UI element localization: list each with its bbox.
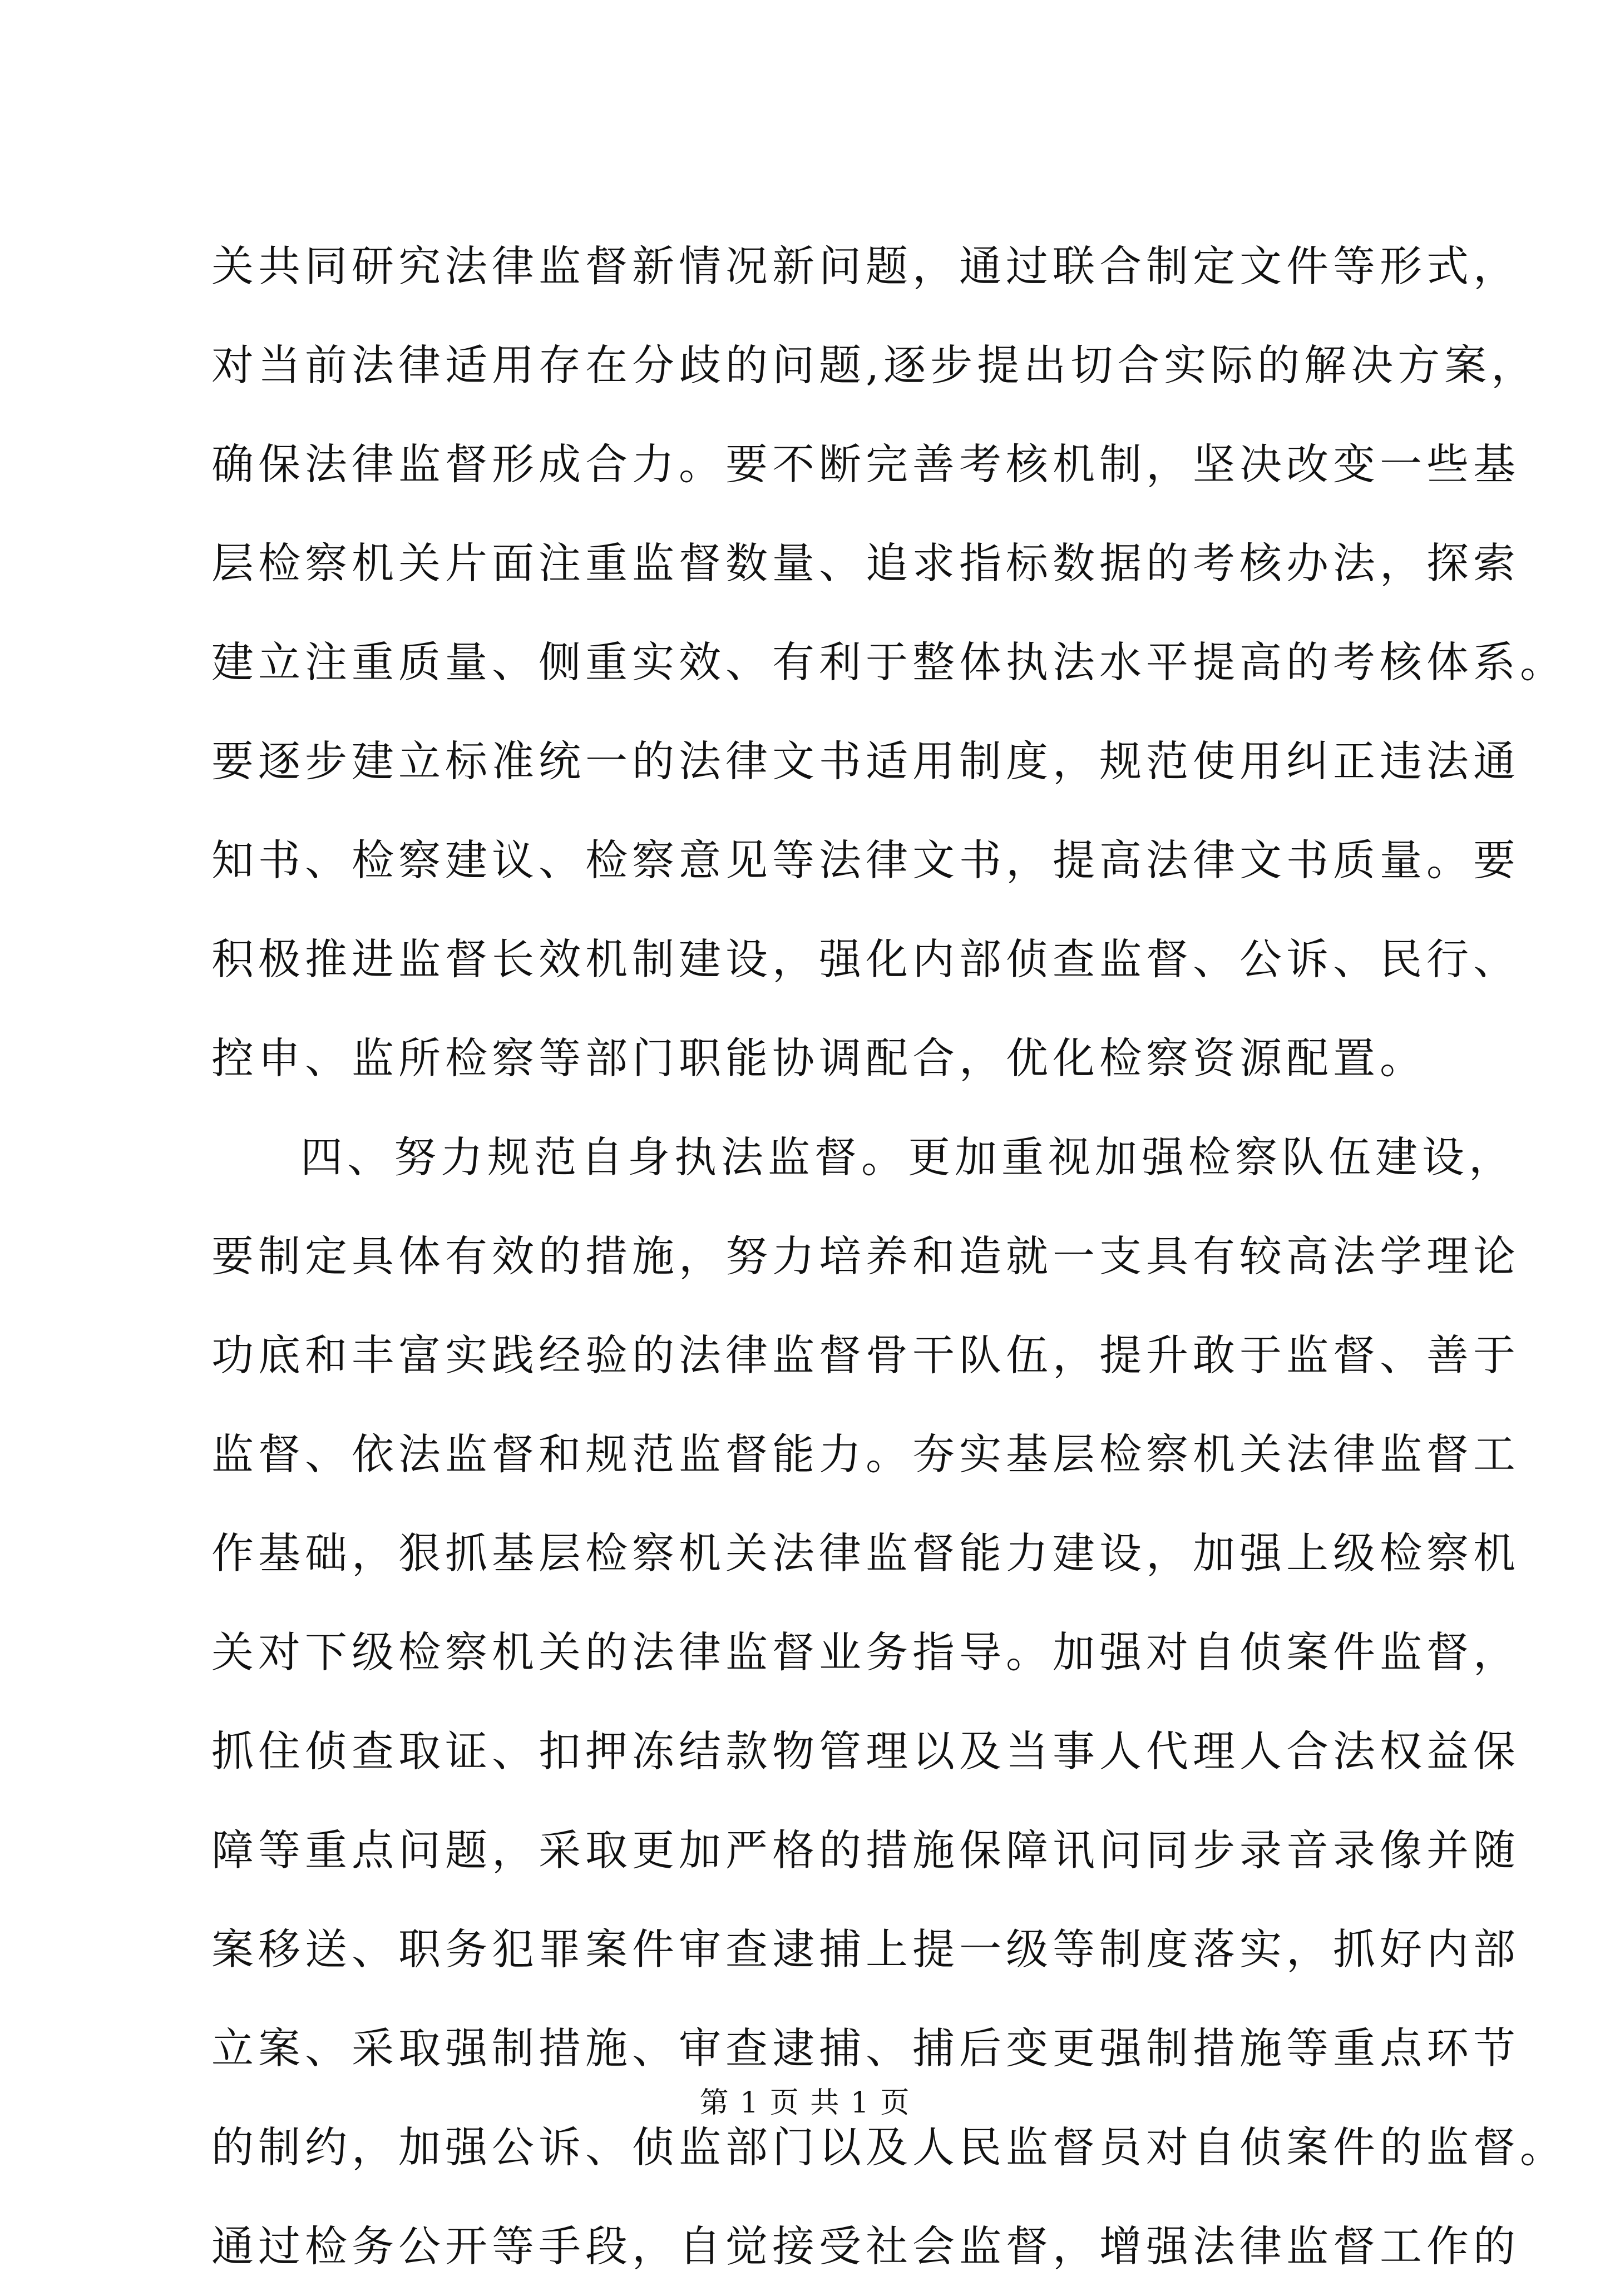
- text-line: 监督、依法监督和规范监督能力。夯实基层检察机关法律监督工: [211, 1429, 1520, 1479]
- text-line: 层检察机关片面注重监督数量、追求指标数据的考核办法，探索: [211, 538, 1520, 588]
- text-line: 关共同研究法律监督新情况新问题，通过联合制定文件等形式，: [211, 241, 1520, 291]
- text-line: 作基础，狠抓基层检察机关法律监督能力建设，加强上级检察机: [211, 1528, 1520, 1578]
- text-line: 控申、监所检察等部门职能协调配合，优化检察资源配置。: [211, 1033, 1426, 1083]
- text-line: 关对下级检察机关的法律监督业务指导。加强对自侦案件监督，: [211, 1627, 1520, 1677]
- text-line: 对当前法律适用存在分歧的问题,逐步提出切合实际的解决方案，: [211, 340, 1538, 390]
- text-line: 要制定具体有效的措施，努力培养和造就一支具有较高法学理论: [211, 1231, 1520, 1281]
- text-line: 立案、采取强制措施、审查逮捕、捕后变更强制措施等重点环节: [211, 2023, 1520, 2073]
- text-line: 四、努力规范自身执法监督。更加重视加强检察队伍建设，: [300, 1132, 1515, 1182]
- text-line: 要逐步建立标准统一的法律文书适用制度，规范使用纠正违法通: [211, 736, 1520, 786]
- text-line: 案移送、职务犯罪案件审查逮捕上提一级等制度落实，抓好内部: [211, 1924, 1520, 1974]
- text-line: 的制约，加强公诉、侦监部门以及人民监督员对自侦案件的监督。: [211, 2122, 1567, 2172]
- text-line: 建立注重质量、侧重实效、有利于整体执法水平提高的考核体系。: [211, 637, 1567, 687]
- document-body: [211, 217, 1567, 2296]
- text-line: 积极推进监督长效机制建设，强化内部侦查监督、公诉、民行、: [211, 934, 1520, 984]
- text-line: 功底和丰富实践经验的法律监督骨干队伍，提升敢于监督、善于: [211, 1330, 1520, 1380]
- text-line: 抓住侦查取证、扣押冻结款物管理以及当事人代理人合法权益保: [211, 1726, 1520, 1776]
- text-line: 确保法律监督形成合力。要不断完善考核机制，坚决改变一些基: [211, 439, 1520, 489]
- text-line: 通过检务公开等手段，自觉接受社会监督，增强法律监督工作的: [211, 2221, 1520, 2271]
- paragraph-1: [211, 217, 1567, 1108]
- text-line: 知书、检察建议、检察意见等法律文书，提高法律文书质量。要: [211, 835, 1520, 885]
- page-footer: 第 1 页 共 1 页: [699, 2086, 911, 2120]
- text-line: 障等重点问题，采取更加严格的措施保障讯问同步录音录像并随: [211, 1825, 1520, 1875]
